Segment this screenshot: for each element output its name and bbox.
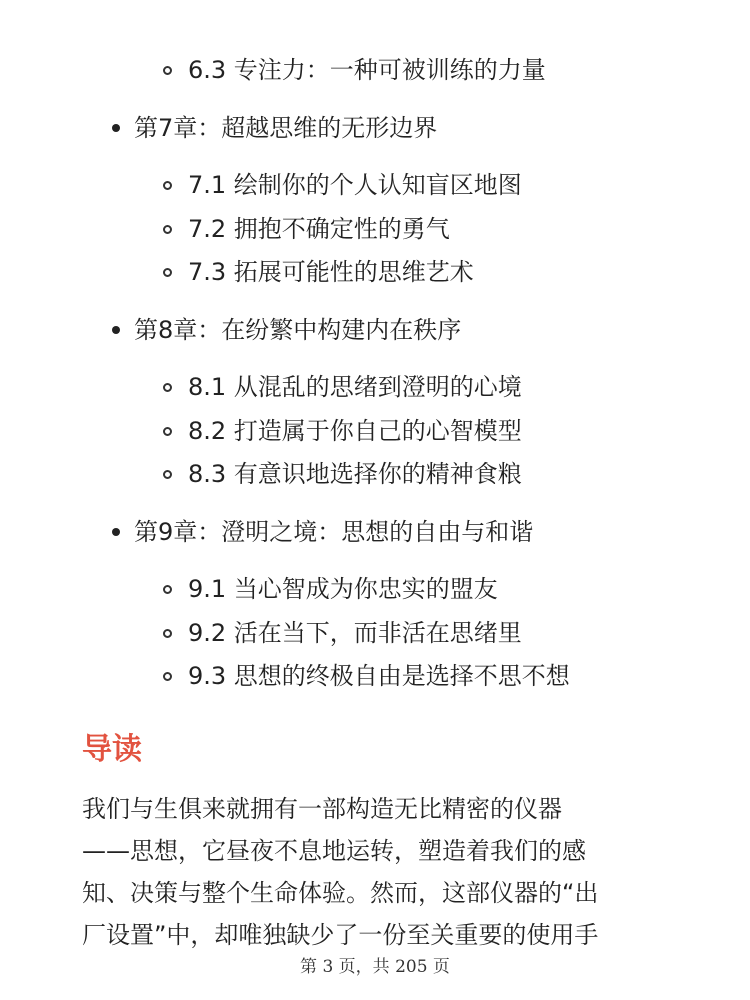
toc-subitem: 8.3 有意识地选择你的精神食粮: [188, 460, 522, 488]
toc-subitem: 9.1 当心智成为你忠实的盟友: [188, 575, 498, 603]
toc-chapter: 第8章：在纷繁中构建内在秩序: [134, 316, 462, 344]
paragraph-line: 知、决策与整个生命体验。然而，这部仪器的“出: [82, 879, 599, 907]
disc-bullet-icon: [112, 528, 120, 536]
toc-subitem: 8.1 从混乱的思绪到澄明的心境: [188, 373, 522, 401]
circle-bullet-icon: [163, 427, 172, 436]
toc-subitem: 7.2 拥抱不确定性的勇气: [188, 215, 450, 243]
circle-bullet-icon: [163, 470, 172, 479]
intro-paragraph: [82, 788, 672, 956]
circle-bullet-icon: [163, 181, 172, 190]
circle-bullet-icon: [163, 225, 172, 234]
toc-subitem: 7.1 绘制你的个人认知盲区地图: [188, 171, 522, 199]
circle-bullet-icon: [163, 383, 172, 392]
toc-subitem: 7.3 拓展可能性的思维艺术: [188, 258, 474, 286]
disc-bullet-icon: [112, 124, 120, 132]
paragraph-line: ——思想，它昼夜不息地运转，塑造着我们的感: [82, 837, 586, 865]
circle-bullet-icon: [163, 585, 172, 594]
disc-bullet-icon: [112, 326, 120, 334]
circle-bullet-icon: [163, 66, 172, 75]
toc-subitem: 6.3 专注力：一种可被训练的力量: [188, 56, 546, 84]
circle-bullet-icon: [163, 268, 172, 277]
paragraph-line: 我们与生俱来就拥有一部构造无比精密的仪器: [82, 795, 562, 823]
toc-subitem: 9.2 活在当下，而非活在思绪里: [188, 619, 522, 647]
toc-subitem: 8.2 打造属于你自己的心智模型: [188, 417, 522, 445]
toc-subitem: 9.3 思想的终极自由是选择不思不想: [188, 662, 570, 690]
page-number-footer: 第 3 页，共 205 页: [300, 957, 450, 977]
section-heading: 导读: [82, 732, 142, 767]
circle-bullet-icon: [163, 672, 172, 681]
toc-chapter: 第7章：超越思维的无形边界: [134, 114, 438, 142]
circle-bullet-icon: [163, 629, 172, 638]
toc-chapter: 第9章：澄明之境：思想的自由与和谐: [134, 518, 534, 546]
paragraph-line: 厂设置”中，却唯独缺少了一份至关重要的使用手: [82, 921, 599, 949]
